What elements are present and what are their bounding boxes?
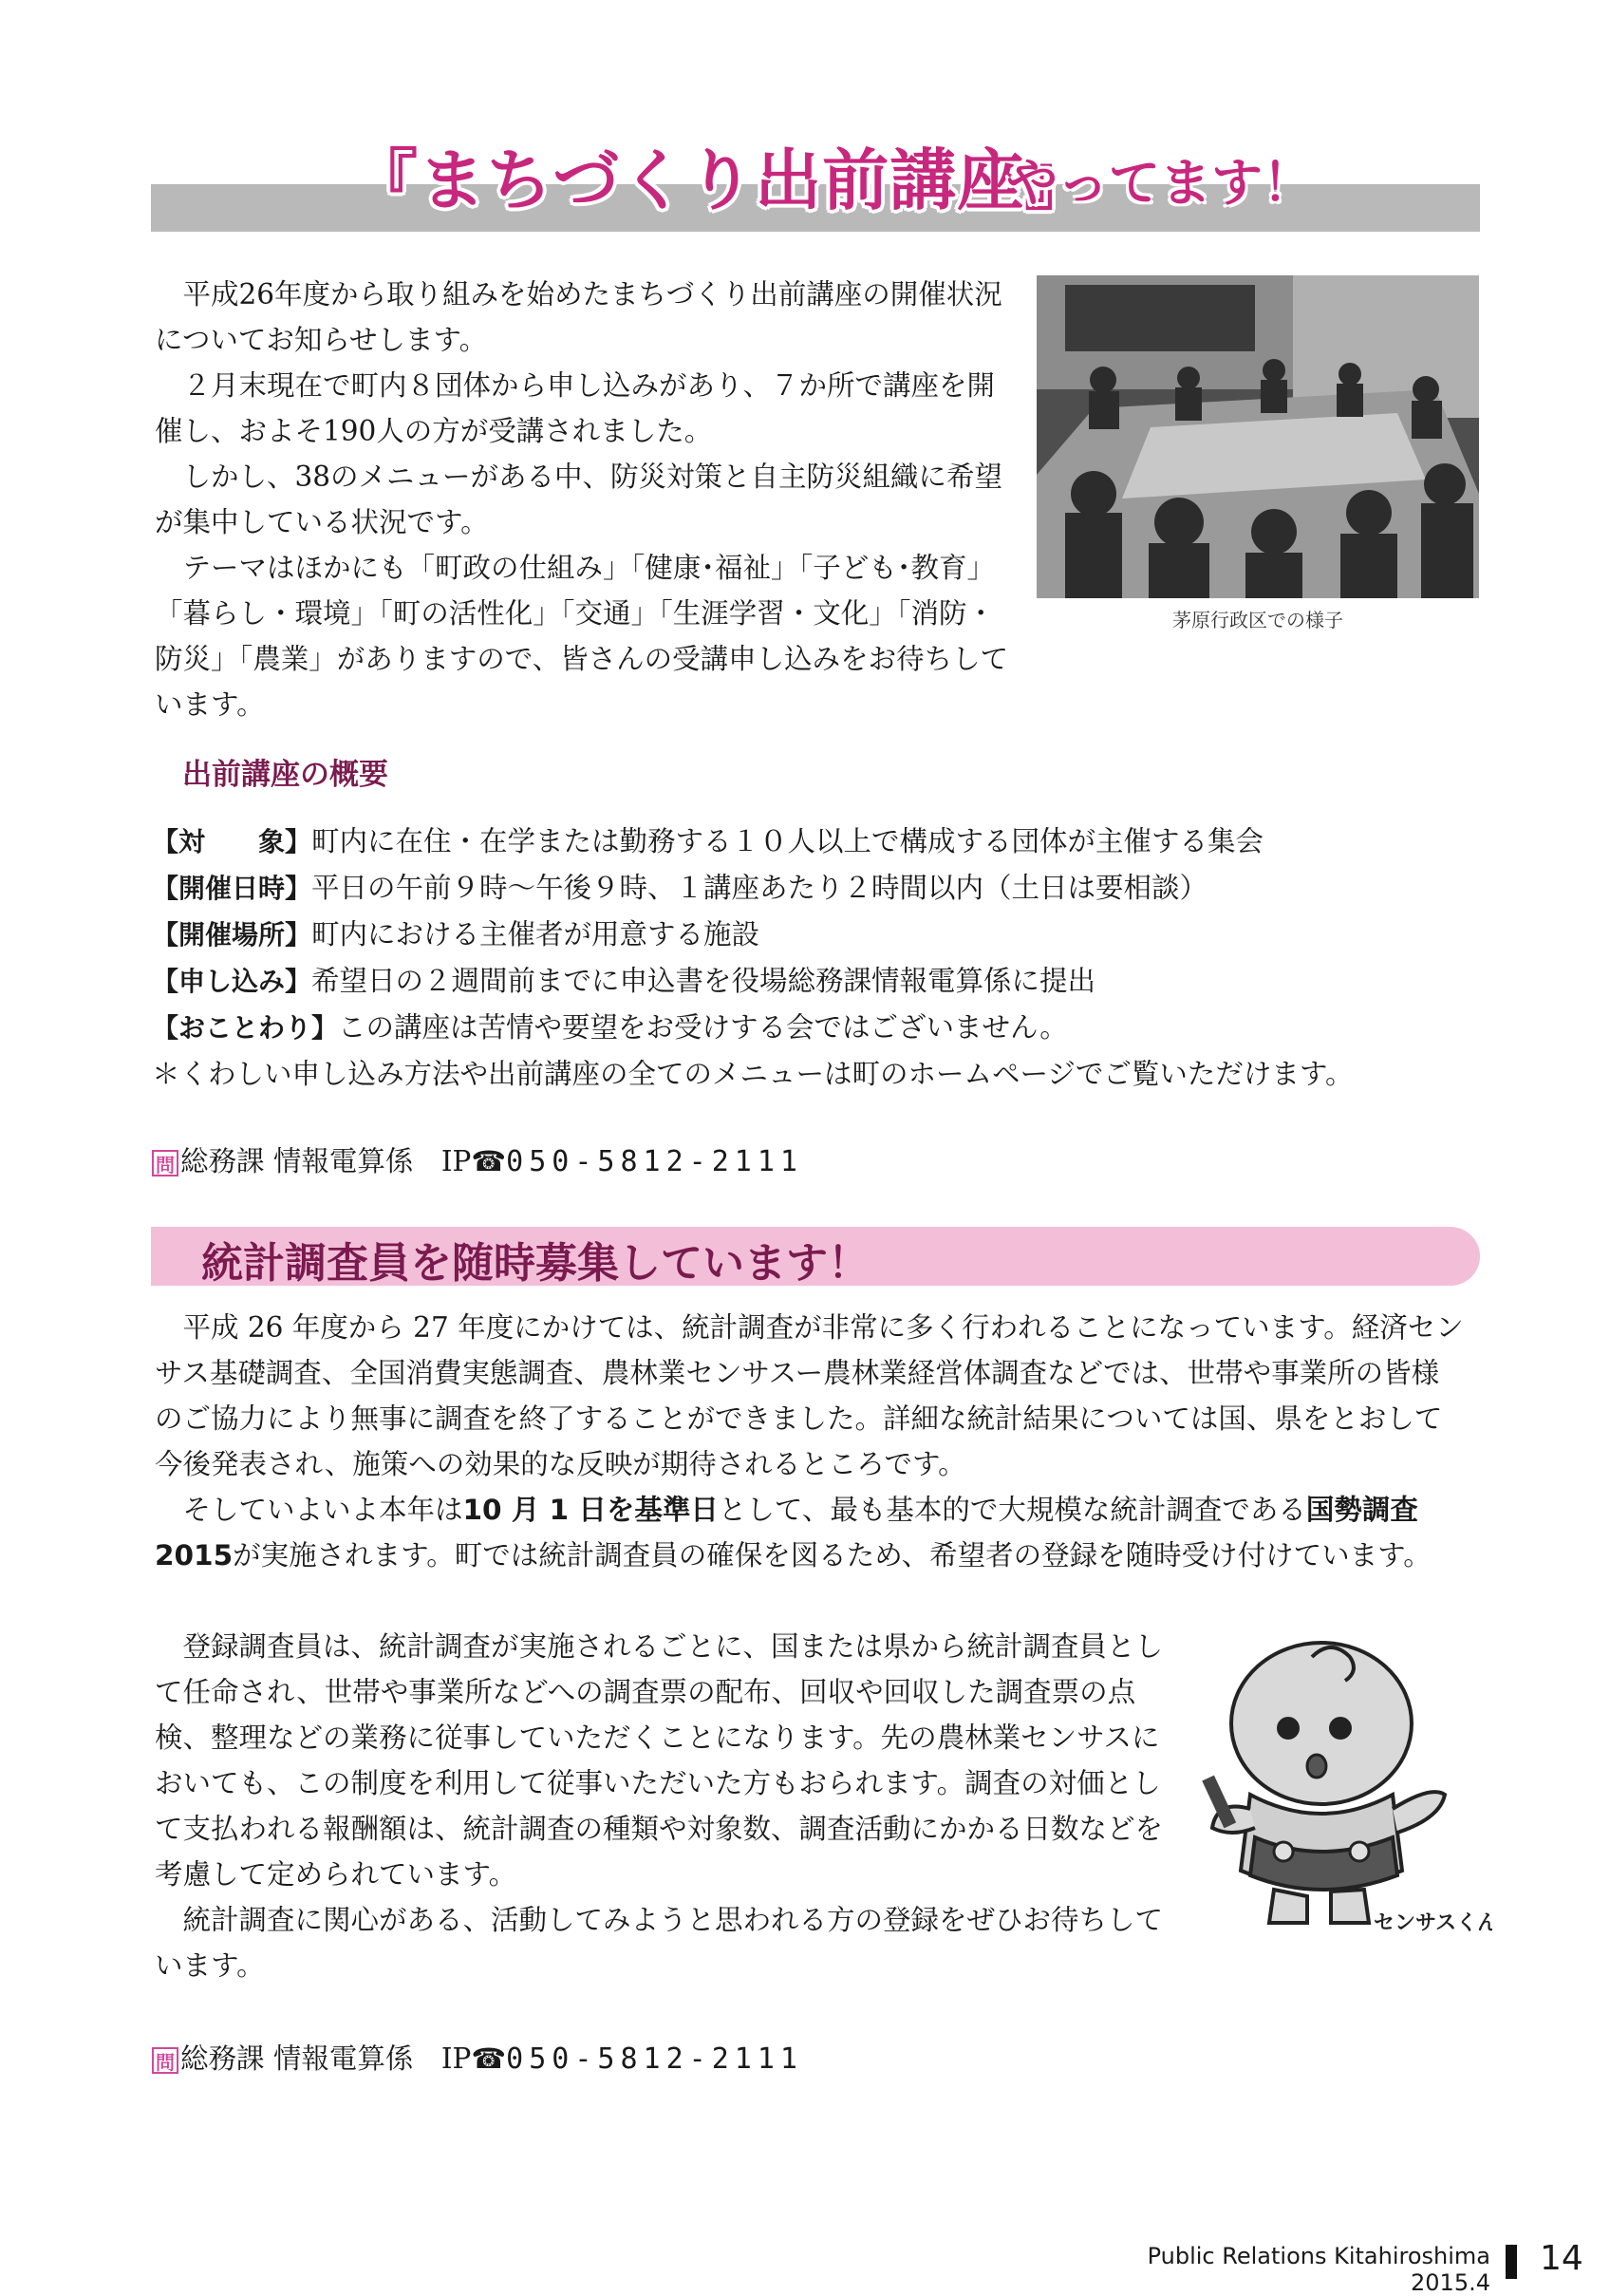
photo-caption: 茅原行政区での様子 [1172,609,1343,631]
contact-phone: 050-5812-2111 [506,2042,803,2076]
mascot-illustration [1198,1633,1492,1937]
detail-label: 【開催場所】 [152,919,312,950]
page-number: 14 [1540,2239,1583,2278]
census-date: 10 月 1 日を基準日 [462,1494,719,1526]
detail-text: 町内における主催者が用意する施設 [311,918,760,950]
section1-title-suffix: やってます！ [1006,153,1314,213]
intro-paragraph: ２月末現在で町内８団体から申し込みがあり、７か所で講座を開催し、およそ190人の方が受講されました。 [155,369,996,447]
inquiry-icon: 問 [152,1150,178,1176]
inquiry-icon: 問 [152,2047,178,2074]
body-paragraph: 統計調査に関心がある、活動してみようと思われる方の登録をぜひお待ちしています。 [155,1904,1164,1982]
detail-row [152,912,1481,958]
footer-publication [1063,2243,1490,2296]
body-paragraph: 登録調査員は、統計調査が実施されるごとに、国または県から統計調査員として任命され、世帯や事業所などへの調査票の配布、回収や回収した調査票の点検、整理などの業務に従事していただくことになります。先の農林業センサスにおいても、この制度を利用して従事いただいた方もおられます。調査の対価として支払われる報酬額は、統計調査の種類や対象数、調査活動にかかる日数などを考慮して定められています。 [155,1630,1164,1891]
section2-body-continued [155,1624,1175,1988]
census-name: 国勢調査 2015 [155,1494,1418,1571]
mascot-name-label: センサスくん [1374,1911,1492,1935]
detail-note: ＊くわしい申し込み方法や出前講座の全てのメニューは町のホームページでご覧いただけます。 [152,1058,1354,1090]
issue-date: 2015.4 [1411,2269,1490,2296]
detail-text: 希望日の２週間前までに申込書を役場総務課情報電算係に提出 [311,965,1096,997]
intro-paragraph: しかし、38のメニューがある中、防災対策と自主防災組織に希望が集中している状況です。 [155,461,1003,538]
section1-intro [155,272,1019,727]
detail-row [152,819,1481,865]
contact-ip-label: IP [440,1145,472,1177]
contact-phone: 050-5812-2111 [506,1145,803,1178]
detail-text: 平日の午前９時～午後９時、１講座あたり２時間以内（土日は要相談） [311,872,1208,904]
p2-text-e: が実施されます。町では統計調査員の確保を図るため、希望者の登録を随時受け付けています。 [233,1539,1432,1571]
section1-contact [152,1139,803,1179]
contact-ip-label: IP [440,2042,472,2075]
overview-details [152,819,1481,1097]
intro-paragraph: 平成26年度から取り組みを始めたまちづくり出前講座の開催状況についてお知らせします。 [155,278,1002,356]
detail-text: 町内に在住・在学または勤務する１０人以上で構成する団体が主催する集会 [311,825,1264,857]
section2-body [155,1305,1465,1578]
body-paragraph [155,1487,1465,1578]
section2-title: 統計調査員を随時募集しています！ [201,1239,870,1288]
overview-heading: 出前講座の概要 [182,758,388,792]
intro-paragraph: テーマはほかにも「町政の仕組み」「健康･福祉」「子ども･教育」「暮らし・環境」「町の活性化」「交通」「生涯学習・文化」「消防・防災」「農業」がありますので、皆さんの受講申し込みをお待ちしています。 [155,552,1009,721]
lecture-photo-image [1037,275,1479,598]
detail-label: 【開催日時】 [152,873,312,904]
contact-dept: 総務課 情報電算係 [180,2042,414,2075]
detail-label: 【おことわり】 [152,1012,339,1044]
p2-text-c: として、最も基本的で大規模な統計調査である [718,1494,1306,1526]
detail-text: この講座は苦情や要望をお受けする会ではございません。 [338,1011,1068,1044]
detail-label: 【申し込み】 [152,966,312,997]
detail-row [152,1005,1481,1051]
phone-icon: ☎ [471,2042,507,2075]
phone-icon: ☎ [471,1145,507,1177]
detail-row [152,958,1481,1005]
section2-contact [152,2037,803,2077]
footer-divider [1506,2245,1517,2279]
section1-title: 『まちづくり出前講座』 [351,141,1093,219]
census-mascot [1198,1633,1492,1937]
detail-row [152,865,1481,912]
contact-dept: 総務課 情報電算係 [180,1145,414,1177]
detail-label: 【対 象】 [152,826,312,857]
publication-name: Public Relations Kitahiroshima [1147,2243,1490,2269]
body-paragraph: 平成 26 年度から 27 年度にかけては、統計調査が非常に多く行われることになっています。経済センサス基礎調査、全国消費実態調査、農林業センサスー農林業経営体調査などでは、世帯や事業所の皆様のご協力により無事に調査を終了することができました。詳細な統計結果については国、県をとおして今後発表され、施策への効果的な反映が期待されるところです。 [155,1311,1464,1480]
lecture-photo [1037,275,1479,598]
p2-text-a: そしていよいよ本年は [182,1494,463,1526]
